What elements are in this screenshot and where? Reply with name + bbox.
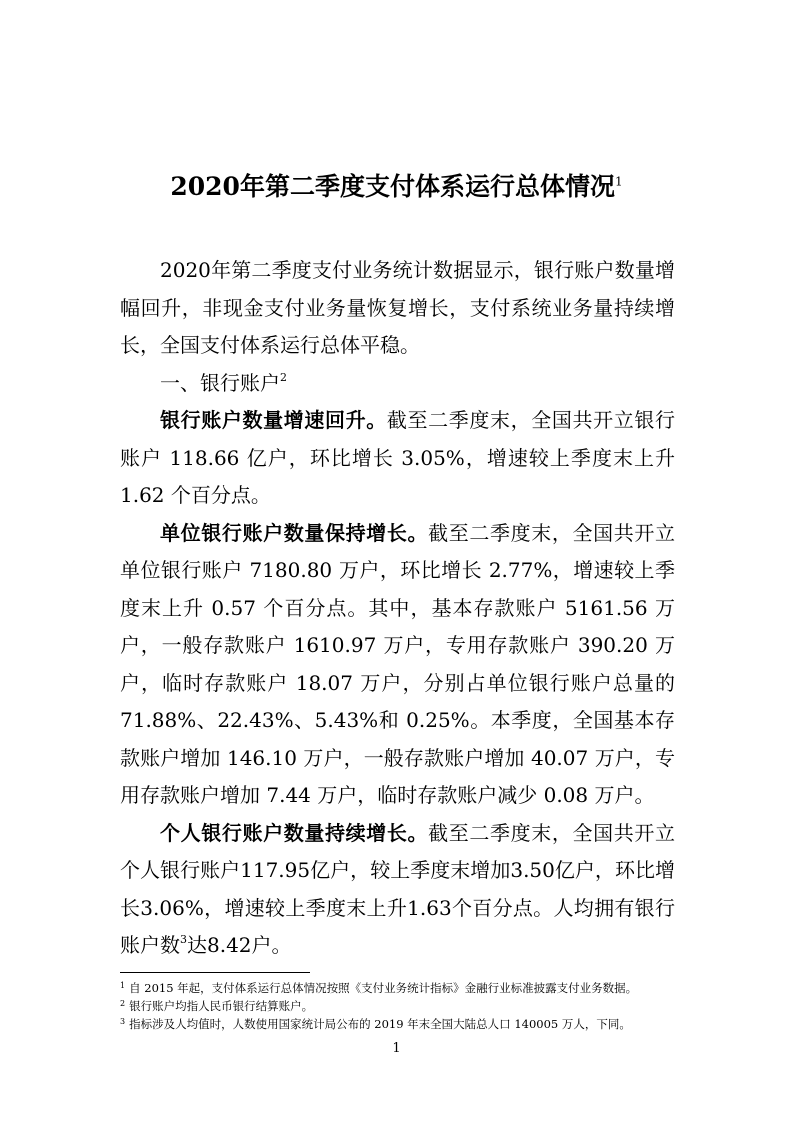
title-text: 2020年第二季度支付体系运行总体情况	[170, 172, 615, 201]
paragraph-bank-accounts	[120, 402, 675, 515]
document-body	[120, 252, 675, 965]
footnote-ref-3: 3	[180, 933, 187, 946]
footnote-2	[120, 997, 680, 1015]
section-heading-text: 一、银行账户	[160, 370, 280, 395]
footnotes	[120, 979, 680, 1033]
footnote-text: 自 2015 年起，支付体系运行总体情况按照《支付业务统计指标》金融行业标准披露支付业务数据。	[129, 981, 638, 995]
footnote-text: 指标涉及人均值时，人数使用国家统计局公布的 2019 年末全国大陆总人口 140005 万人，下同。	[129, 1017, 631, 1031]
footnote-3	[120, 1015, 680, 1033]
paragraph-lead: 个人银行账户数量持续增长。	[160, 820, 429, 845]
paragraph-text-end: 达8.42户。	[187, 933, 292, 957]
paragraph-lead: 银行账户数量增速回升。	[160, 408, 387, 432]
page-title	[0, 167, 793, 203]
footnote-ref-2: 2	[280, 370, 287, 384]
footnote-ref-1: 1	[614, 174, 623, 189]
page-number: 1	[392, 1041, 401, 1056]
footnote-text: 银行账户均指人民币银行结算账户。	[129, 999, 314, 1013]
footnote-number: 3	[120, 1017, 126, 1026]
paragraph-unit-accounts	[120, 515, 675, 815]
section-heading-bank-accounts	[120, 365, 675, 403]
paragraph-lead: 单位银行账户数量保持增长。	[160, 520, 429, 545]
paragraph-personal-accounts	[120, 815, 675, 965]
intro-paragraph: 2020年第二季度支付业务统计数据显示，银行账户数量增幅回升，非现金支付业务量恢复增长，支付系统业务量持续增长，全国支付体系运行总体平稳。	[120, 258, 675, 357]
paragraph-text: 截至二季度末，全国共开立个人银行账户117.95亿户，较上季度末增加3.50亿户，环比增长3.06%，增速较上季度末上升1.63个百分点。人均拥有银行账户数	[120, 820, 675, 957]
footnote-1	[120, 979, 680, 997]
footnote-divider	[120, 972, 310, 973]
footnote-number: 1	[120, 981, 126, 990]
paragraph-text: 截至二季度末，全国共开立单位银行账户 7180.80 万户，环比增长 2.77%，增速较上季度末上升 0.57 个百分点。其中，基本存款账户 5161.56 万户，一般存款账户 1610.97 万户，专用存款账户 390.20 万户，临时存款账户 18.07 万户，分别占单位银行账户总量的 71.88%、22.43%、5.43%和 0.25%。本季度，全国基本存款账户增加 146.10 万户，一般存款账户增加 40.07 万户，专用存款账户增加 7.44 万户，临时存款账户减少 0.08 万户。	[120, 520, 675, 807]
footnote-number: 2	[120, 999, 126, 1008]
paragraph-text: 截至二季度末，全国共开立银行账户 118.66 亿户，环比增长 3.05%，增速较上季度末上升 1.62 个百分点。	[120, 408, 675, 507]
